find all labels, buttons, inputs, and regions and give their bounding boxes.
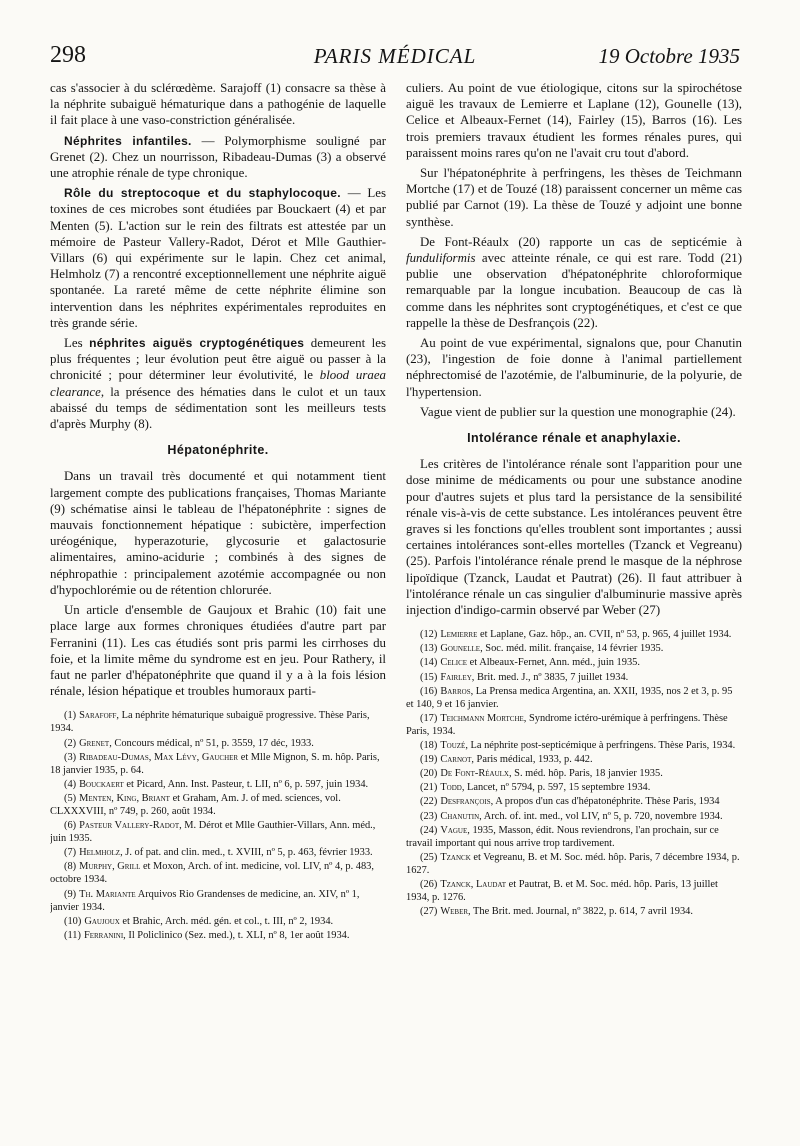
footnote-text: et Albeaux-Fernet, Ann. méd., juin 1935. [467, 657, 640, 669]
footnote-text: , A propos d'un cas d'hépatonéphrite. Thèse Paris, 1934 [490, 796, 720, 808]
crypto-pre: Les [64, 336, 90, 351]
footnote-text: , Soc. méd. milit. française, 14 février 1935. [480, 643, 664, 655]
footnote-author: Helmholz [79, 847, 121, 859]
footnote-author: Desfrançois [440, 796, 491, 808]
footnote-author: Vague [440, 824, 468, 836]
footnote-number: (1) [64, 710, 77, 722]
footnote-text: et Picard, Ann. Inst. Pasteur, t. LII, nº 6, p. 597, juin 1934. [123, 778, 369, 790]
footnote-number: (2) [64, 737, 77, 749]
paragraph-infant [50, 133, 386, 182]
footnote-number: (14) [420, 657, 438, 669]
footnote-author: De Font-Réaulx [440, 768, 509, 780]
footnote-author: Th. Mariante [79, 888, 136, 900]
footnote-text: , J. of pat. and clin. med., t. XVIII, nº 5, p. 463, février 1933. [120, 847, 373, 859]
footnote-number: (20) [420, 768, 438, 780]
footnote-number: (23) [420, 810, 438, 822]
footnote [406, 795, 742, 808]
footnotes-right [406, 628, 742, 918]
footnote-text: , Concours médical, nº 51, p. 3559, 17 déc, 1933. [109, 737, 314, 749]
section-title-hepatonephrite: Hépatonéphrite. [167, 443, 269, 458]
paragraph-vague: Vague vient de publier sur la question une monographie (24). [420, 404, 736, 419]
footnote [50, 737, 386, 750]
footnote-text: et Pautrat, B. et M. Soc. méd. hôp. Paris, 13 juillet 1934, p. 1276. [406, 878, 718, 904]
paragraph-hepato-2: Un article d'ensemble de Gaujoux et Brahic (10) fait une place large aux formes chroniques étudiées d'autre part par Ferranini (11). Les cas étudiés sont pris parmi les cirrhoses du foie, et la limite même du syndrome est en jeu. Pour Rathery, il faut ne parler d'hépatonéphrite que quand il y a à la fois lésion rénale, lésion hépatique et troubles humoraux parti- [50, 603, 386, 699]
footnote-author: Ferranini [83, 929, 124, 941]
paragraph-intolerance: Les critères de l'intolérance rénale sont l'apparition pour une dose minime de médicaments ou pour une substance anodine pour d'autres sujets et plus tard la persistance de la sensibilité rénale vis-à-vis de cette substance. Les intolérances peuvent être graves si les fonctions qu'elles troublent sont importantes ; aussi certaines intolérances sont-elles mortelles (Tzanck et Vegreanu) (25). Parfois l'intolérance rénale prend le masque de la néphrose lipoïdique (Tzanck, Laudat et Pautrat) (26). Il faut attribuer à l'intolérance rénale un cas singulier d'albuminurie massive après injection d'indigo-carmin observé par Weber (27) [406, 457, 742, 618]
footnote-number: (16) [420, 685, 438, 697]
footnote-text: , 1935, Masson, édit. Nous reviendrons, l'an prochain, sur ce travail important qui nous arrive trop tardivement. [406, 824, 719, 849]
section-title-intolerance: Intolérance rénale et anaphylaxie. [467, 431, 681, 446]
footnote-number: (7) [64, 847, 77, 859]
footnote-text: , Lancet, nº 5794, p. 597, 15 septembre 1934. [461, 782, 651, 794]
footnote [406, 810, 742, 823]
footnote-number: (8) [64, 861, 77, 873]
footnote-author: Menten, King, Briant [79, 792, 170, 804]
journal-title: PARIS MÉDICAL [313, 44, 477, 68]
footnote [50, 819, 386, 845]
font-reaulx-italic: funduliformis [406, 251, 476, 266]
crypto-italic: blood uraea clearance [50, 368, 386, 399]
footnote-number: (4) [64, 778, 77, 790]
footnote-text: et Vegreanu, B. et M. Soc. méd. hôp. Paris, 7 décembre 1934, p. 1627. [406, 851, 740, 876]
footnote [406, 628, 742, 641]
footnote-text: , La néphrite hématurique subaiguë progressive. Thèse Paris, 1934. [50, 710, 370, 735]
footnote-author: Chanutin [440, 810, 480, 822]
footnote-author: Carnot [440, 754, 472, 766]
footnote-number: (15) [420, 671, 438, 683]
left-column [50, 80, 386, 1120]
footnote-text: , S. méd. hôp. Paris, 18 janvier 1935. [508, 768, 663, 780]
footnote-author: Celice [440, 657, 468, 669]
footnote-author: Ribadeau-Dumas, Max Lévy, Gaucher [79, 751, 239, 763]
footnote-author: Tzanck [440, 851, 471, 863]
paragraph-strep [50, 185, 386, 331]
footnote [50, 929, 386, 942]
footnote-number: (10) [64, 915, 82, 927]
footnote [406, 824, 742, 850]
paragraph-infant-text: — Polymorphisme souligné par Grenet (2). Chez un nourrisson, Ribadeau-Dumas (3) a observé une atrophie rénale de type chronique. [50, 133, 386, 181]
footnote-number: (13) [420, 643, 438, 655]
footnote [50, 888, 386, 914]
footnote-author: Touzé [440, 740, 466, 752]
font-reaulx-pre: De Font-Réaulx (20) rapporte un cas de septicémie à [420, 234, 742, 249]
footnote-text: , The Brit. med. Journal, nº 3822, p. 614, 7 avril 1934. [468, 906, 693, 918]
footnote [50, 778, 386, 791]
footnote-number: (27) [420, 906, 438, 918]
footnote [406, 851, 742, 877]
footnote-number: (6) [64, 820, 77, 832]
footnote [406, 753, 742, 766]
footnote [50, 751, 386, 777]
footnote-text: , M. Dérot et Mlle Gauthier-Villars, Ann. méd., juin 1935. [50, 820, 376, 845]
paragraph-etiology: culiers. Au point de vue étiologique, citons sur la spirochétose aiguë les travaux de Lemierre et Laplane (12), Gounelle (13), Celice et Albeaux-Fernet (14), Fairley (15), Barros (16). Les trois premiers travaux étudient les formes rénales pures, qui paraissent moins rares qu'on ne l'avait cru tout d'abord. [406, 81, 742, 160]
footnote-author: Pasteur Vallery-Radot [79, 820, 180, 832]
footnote [50, 792, 386, 818]
footnote-number: (19) [420, 754, 438, 766]
footnote-author: Gounelle [440, 643, 481, 655]
footnote-text: , Arch. of. int. med., vol LIV, nº 5, p. 720, novembre 1934. [479, 810, 723, 822]
issue-date: 19 Octobre 1935 [598, 44, 740, 68]
paragraph-font-reaulx [406, 234, 742, 331]
footnote-text: , Il Policlinico (Sez. med.), t. XLI, nº 8, 1er août 1934. [123, 929, 350, 941]
crypto-mid: demeurent les plus fréquentes ; leur évolution peut être aiguë ou passer à la chronicité ; pour déterminer leur évolutivité, le [50, 336, 386, 383]
footnote [406, 781, 742, 794]
paragraph-crypto [50, 335, 386, 432]
footnote [406, 878, 742, 904]
paragraph-intro: cas s'associer à du sclérœdème. Sarajoff (1) consacre sa thèse à la néphrite subaiguë hématurique dans a pathogénie de laquelle il fait place à une vaso-constriction généralisée. [50, 81, 386, 128]
footnote-text: , Paris médical, 1933, p. 442. [471, 754, 593, 766]
footnote-author: Murphy, Grill [79, 861, 141, 873]
footnote-number: (25) [420, 851, 438, 863]
footnote-number: (11) [64, 929, 81, 941]
paragraph-hepato-1: Dans un travail très documenté et qui notamment tient largement compte des publications françaises, Thomas Mariante (9) schématise ainsi le tableau de l'hépatonéphrite : signes de mauvais fonctionnement hépatique : subictère, imperfection uréogénique, hyperazoturie, glycosurie et galactosurie alimentaires, amino-acidurie ; combinés à des signes de néphropathie : principalement azotémie accompagnée ou non d'hypochlorémie ou de rétention chlorurée. [50, 469, 386, 597]
paragraph-experimental: Au point de vue expérimental, signalons que, pour Chanutin (23), l'ingestion de foie donne à l'animal partiellement néphrectomisé de l'azotémie, de l'albuminurie, de la polyurie, de l'hypertension. [406, 336, 742, 399]
footnote-author: Lemierre [440, 629, 478, 641]
paragraph-strep-text: — Les toxines de ces microbes sont étudiées par Bouckaert (4) et par Menten (5). L'action sur le rein des filtrats est attestée par un mémoire de Pasteur Vallery-Radot, Dérot et Mlle Gauthier-Villars (6) qui expérimente sur le lapin. Chez cet animal, Helmholz (7) a rencontré exceptionnellement une néphrite aiguë spontanée. La rareté même de cette néphrite élimine son intervention dans les néphrites expérimentales reproduites en très grande série. [50, 186, 386, 330]
crypto-post: , la présence des hématies dans le culot et un taux abaissé du temps de sédimentation sont les meilleurs tests d'après Murphy (8). [50, 384, 386, 432]
font-reaulx-post: avec atteinte rénale, ce qui est rare. Todd (21) publie une observation d'hépatonéphrite chloroformique remarquable par la longue incubation. Beaucoup de cas là comme dans les néphrites sont cryptogénétiques, et c'est ce que rappelle la thèse de Desfrançois (22). [406, 251, 742, 330]
footnote-author: Gaujoux [84, 915, 120, 927]
footnote-text: , Brit. med. J., nº 3835, 7 juillet 1934. [471, 671, 629, 683]
footnote [406, 712, 742, 738]
footnote-number: (21) [420, 782, 438, 794]
footnote-text: , La néphrite post-septicémique à perfringens. Thèse Paris, 1934. [465, 740, 736, 752]
footnote-text: Arquivos Rio Grandenses de medicine, an. XIV, nº 1, janvier 1934. [50, 888, 360, 913]
footnote-author: Grenet [79, 737, 110, 749]
right-column [406, 80, 742, 1120]
footnote-text: et Graham, Am. J. of med. sciences, vol. CLXXXVIII, nº 749, p. 260, août 1934. [50, 792, 341, 817]
footnote-number: (24) [420, 824, 438, 836]
footnote-text: et Mlle Mignon, S. m. hôp. Paris, 18 janvier 1935, p. 64. [50, 751, 380, 776]
footnote-author: Fairley [440, 671, 472, 683]
footnote-text: et Laplane, Gaz. hôp., an. CVII, nº 53, p. 965, 4 juillet 1934. [477, 629, 732, 641]
page-header [50, 42, 740, 76]
footnote-number: (9) [64, 888, 77, 900]
footnote [50, 846, 386, 859]
footnote-text: et Brahic, Arch. méd. gén. et col., t. III, nº 2, 1934. [119, 915, 334, 927]
footnote [50, 915, 386, 928]
footnote-number: (17) [420, 712, 438, 724]
footnote [406, 767, 742, 780]
footnote [406, 656, 742, 669]
footnote-text: et Moxon, Arch. of int. medicine, vol. LIV, nº 4, p. 483, octobre 1934. [50, 861, 374, 886]
footnote-author: Weber [440, 906, 469, 918]
footnote-number: (22) [420, 796, 438, 808]
subheading-strep: Rôle du streptocoque et du staphylocoque. [64, 186, 341, 201]
footnote-text: , Syndrome ictéro-urémique à perfringens. Thèse Paris, 1934. [406, 712, 728, 737]
footnote [406, 671, 742, 684]
footnote-author: Sarafoff [79, 710, 117, 722]
footnote [406, 905, 742, 918]
footnote [50, 709, 386, 735]
footnote-author: Teichmann Mortche [440, 712, 524, 724]
footnote-author: Bouckaert [79, 778, 124, 790]
footnote-number: (12) [420, 629, 438, 641]
footnote [406, 642, 742, 655]
subheading-infant: Néphrites infantiles. [64, 133, 192, 148]
footnote-author: Tzanck, Laudat [440, 878, 507, 890]
footnote [50, 860, 386, 886]
paragraph-perfringens: Sur l'hépatonéphrite à perfringens, les thèses de Teichmann Mortche (17) et de Touzé (18) paraissent concerner un même cas publié par Carnot (19). La thèse de Touzé y adjoint une bonne synthèse. [406, 166, 742, 229]
footnote-author: Todd [440, 782, 462, 794]
footnote-number: (3) [64, 751, 77, 763]
footnote-number: (26) [420, 878, 438, 890]
footnote-number: (18) [420, 740, 438, 752]
footnote [406, 685, 742, 711]
subheading-crypto: néphrites aiguës cryptogénétiques [89, 336, 305, 351]
footnote-number: (5) [64, 792, 77, 804]
footnote-author: Barros [440, 685, 471, 697]
footnote [406, 739, 742, 752]
footnote-text: , La Prensa medica Argentina, an. XXII, 1935, nos 2 et 3, p. 95 et 140, 9 et 16 janvier. [406, 685, 733, 710]
page-number: 298 [50, 42, 86, 68]
footnotes-left [50, 709, 386, 942]
